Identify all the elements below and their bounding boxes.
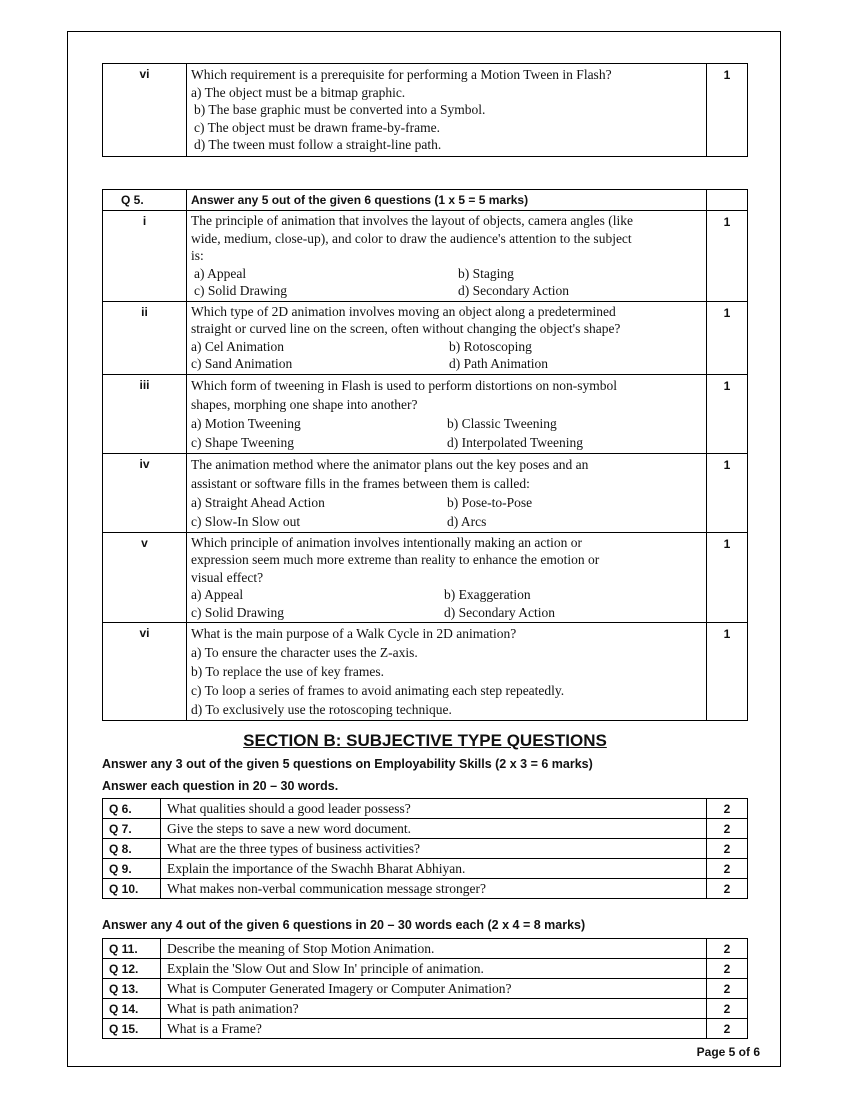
question-body bbox=[187, 623, 707, 721]
option: d) To exclusively use the rotoscoping technique. bbox=[191, 702, 452, 717]
question-number: Q 11. bbox=[103, 939, 161, 959]
question-mark: 2 bbox=[707, 959, 748, 979]
question-number: vi bbox=[103, 64, 187, 157]
table-row bbox=[103, 959, 748, 979]
table-row bbox=[103, 1019, 748, 1039]
question-text: What are the three types of business activities? bbox=[161, 839, 707, 859]
q5-v-row bbox=[103, 532, 748, 623]
question-number: Q 6. bbox=[103, 799, 161, 819]
option: c) To loop a series of frames to avoid animating each step repeatedly. bbox=[191, 683, 565, 698]
question-mark: 1 bbox=[707, 453, 748, 532]
question-text: Which form of tweening in Flash is used to perform distortions on non-symbol bbox=[191, 377, 617, 393]
employability-questions-table bbox=[102, 798, 748, 899]
option: a) Appeal bbox=[194, 265, 247, 281]
q5-iv-row bbox=[103, 453, 748, 532]
question-text: shapes, morphing one shape into another? bbox=[191, 396, 418, 412]
section-b-title: SECTION B: SUBJECTIVE TYPE QUESTIONS bbox=[243, 731, 607, 750]
option: d) Arcs bbox=[447, 513, 487, 529]
table-row bbox=[103, 999, 748, 1019]
question-mark: 2 bbox=[707, 859, 748, 879]
question-number: Q 8. bbox=[103, 839, 161, 859]
question-mark: 1 bbox=[707, 532, 748, 623]
question-body bbox=[187, 301, 707, 374]
question-number: v bbox=[103, 532, 187, 623]
question-number: Q 13. bbox=[103, 979, 161, 999]
q5-header-row bbox=[103, 190, 748, 211]
question-number: Q 10. bbox=[103, 879, 161, 899]
question-mark: 1 bbox=[707, 374, 748, 453]
question-text: What is Computer Generated Imagery or Computer Animation? bbox=[161, 979, 707, 999]
q4-vi-row bbox=[103, 64, 748, 157]
question-mark: 2 bbox=[707, 1019, 748, 1039]
option: c) Solid Drawing bbox=[191, 604, 284, 620]
table-row bbox=[103, 979, 748, 999]
option: a) Appeal bbox=[191, 587, 244, 602]
question-number: Q 15. bbox=[103, 1019, 161, 1039]
question-number: Q 7. bbox=[103, 819, 161, 839]
table-row bbox=[103, 819, 748, 839]
option: c) The object must be drawn frame-by-frame. bbox=[194, 119, 441, 135]
option: d) Secondary Action bbox=[444, 604, 555, 620]
q5-vi-row bbox=[103, 623, 748, 721]
section-instruction: Answer any 5 out of the given 6 questions (1 x 5 = 5 marks) bbox=[187, 190, 707, 211]
question-text: What qualities should a good leader possess? bbox=[161, 799, 707, 819]
empty-cell bbox=[707, 190, 748, 211]
question-text: Explain the 'Slow Out and Slow In' principle of animation. bbox=[161, 959, 707, 979]
question-mark: 2 bbox=[707, 879, 748, 899]
question-number: Q 14. bbox=[103, 999, 161, 1019]
section-b-instruction: Answer any 3 out of the given 5 questions on Employability Skills (2 x 3 = 6 marks) bbox=[102, 757, 593, 771]
question-mark: 2 bbox=[707, 799, 748, 819]
question-body bbox=[187, 211, 707, 302]
question-text: The principle of animation that involves the layout of objects, camera angles (like bbox=[191, 213, 633, 228]
question-mark: 2 bbox=[707, 939, 748, 959]
table-row bbox=[103, 939, 748, 959]
question-text: Which principle of animation involves intentionally making an action or bbox=[191, 534, 583, 550]
question-text: expression seem much more extreme than reality to enhance the emotion or bbox=[191, 552, 600, 567]
question-mark: 1 bbox=[707, 623, 748, 721]
q5-iii-row bbox=[103, 374, 748, 453]
question-text: Give the steps to save a new word document. bbox=[161, 819, 707, 839]
question-text: wide, medium, close-up), and color to draw the audience's attention to the subject bbox=[191, 230, 632, 246]
option: a) Motion Tweening bbox=[191, 415, 301, 431]
question-number: Q 9. bbox=[103, 859, 161, 879]
question-mark: 1 bbox=[707, 211, 748, 302]
question-number: Q 5. bbox=[103, 190, 187, 211]
option: a) The object must be a bitmap graphic. bbox=[191, 84, 406, 100]
option: d) The tween must follow a straight-line path. bbox=[194, 137, 442, 152]
option: b) Staging bbox=[458, 265, 514, 281]
question-text: The animation method where the animator plans out the key poses and an bbox=[191, 456, 589, 472]
question-body bbox=[187, 453, 707, 532]
option: a) To ensure the character uses the Z-axis. bbox=[191, 645, 418, 660]
section-b-instruction: Answer each question in 20 – 30 words. bbox=[102, 779, 339, 793]
question-mark: 1 bbox=[707, 301, 748, 374]
q5-i-row bbox=[103, 211, 748, 302]
question-mark: 1 bbox=[707, 64, 748, 157]
question-text: straight or curved line on the screen, often without changing the object's shape? bbox=[191, 321, 621, 336]
question-number: iv bbox=[103, 453, 187, 532]
option: d) Path Animation bbox=[449, 356, 548, 371]
question-text: Which type of 2D animation involves moving an object along a predetermined bbox=[191, 303, 616, 319]
question-text: What is a Frame? bbox=[161, 1019, 707, 1039]
option: b) Exaggeration bbox=[444, 587, 531, 602]
q4-continuation-table bbox=[102, 63, 748, 157]
option: d) Secondary Action bbox=[458, 283, 569, 298]
page-number: Page 5 of 6 bbox=[696, 1045, 760, 1059]
option: c) Slow-In Slow out bbox=[191, 513, 301, 529]
question-number: i bbox=[103, 211, 187, 302]
option: c) Solid Drawing bbox=[194, 283, 287, 298]
option: b) Rotoscoping bbox=[449, 338, 532, 354]
option: b) Classic Tweening bbox=[447, 415, 557, 431]
question-mark: 2 bbox=[707, 979, 748, 999]
q5-ii-row bbox=[103, 301, 748, 374]
question-number: iii bbox=[103, 374, 187, 453]
option: c) Sand Animation bbox=[191, 356, 293, 371]
option: c) Shape Tweening bbox=[191, 434, 295, 450]
question-text: Which requirement is a prerequisite for performing a Motion Tween in Flash? bbox=[191, 67, 612, 82]
question-body bbox=[187, 532, 707, 623]
table-row bbox=[103, 799, 748, 819]
q5-table bbox=[102, 189, 748, 721]
question-text: What is path animation? bbox=[161, 999, 707, 1019]
section-b-instruction: Answer any 4 out of the given 6 questions in 20 – 30 words each (2 x 4 = 8 marks) bbox=[102, 918, 586, 932]
question-body bbox=[187, 64, 707, 157]
question-text: Explain the importance of the Swachh Bharat Abhiyan. bbox=[161, 859, 707, 879]
question-number: vi bbox=[103, 623, 187, 721]
question-number: Q 12. bbox=[103, 959, 161, 979]
question-text: What makes non-verbal communication message stronger? bbox=[161, 879, 707, 899]
subject-questions-table bbox=[102, 938, 748, 1039]
question-text: assistant or software fills in the frames between them is called: bbox=[191, 475, 530, 491]
question-text: visual effect? bbox=[191, 569, 264, 585]
question-number: ii bbox=[103, 301, 187, 374]
table-row bbox=[103, 879, 748, 899]
question-mark: 2 bbox=[707, 839, 748, 859]
option: d) Interpolated Tweening bbox=[447, 434, 584, 450]
option: a) Straight Ahead Action bbox=[191, 494, 325, 510]
table-row bbox=[103, 839, 748, 859]
table-row bbox=[103, 859, 748, 879]
option: a) Cel Animation bbox=[191, 338, 284, 354]
question-mark: 2 bbox=[707, 819, 748, 839]
option: b) Pose-to-Pose bbox=[447, 494, 533, 510]
question-body bbox=[187, 374, 707, 453]
question-mark: 2 bbox=[707, 999, 748, 1019]
question-text: What is the main purpose of a Walk Cycle in 2D animation? bbox=[191, 626, 517, 641]
option: b) To replace the use of key frames. bbox=[191, 664, 384, 679]
option: b) The base graphic must be converted into a Symbol. bbox=[194, 102, 486, 117]
question-text: is: bbox=[191, 248, 204, 263]
question-text: Describe the meaning of Stop Motion Animation. bbox=[161, 939, 707, 959]
